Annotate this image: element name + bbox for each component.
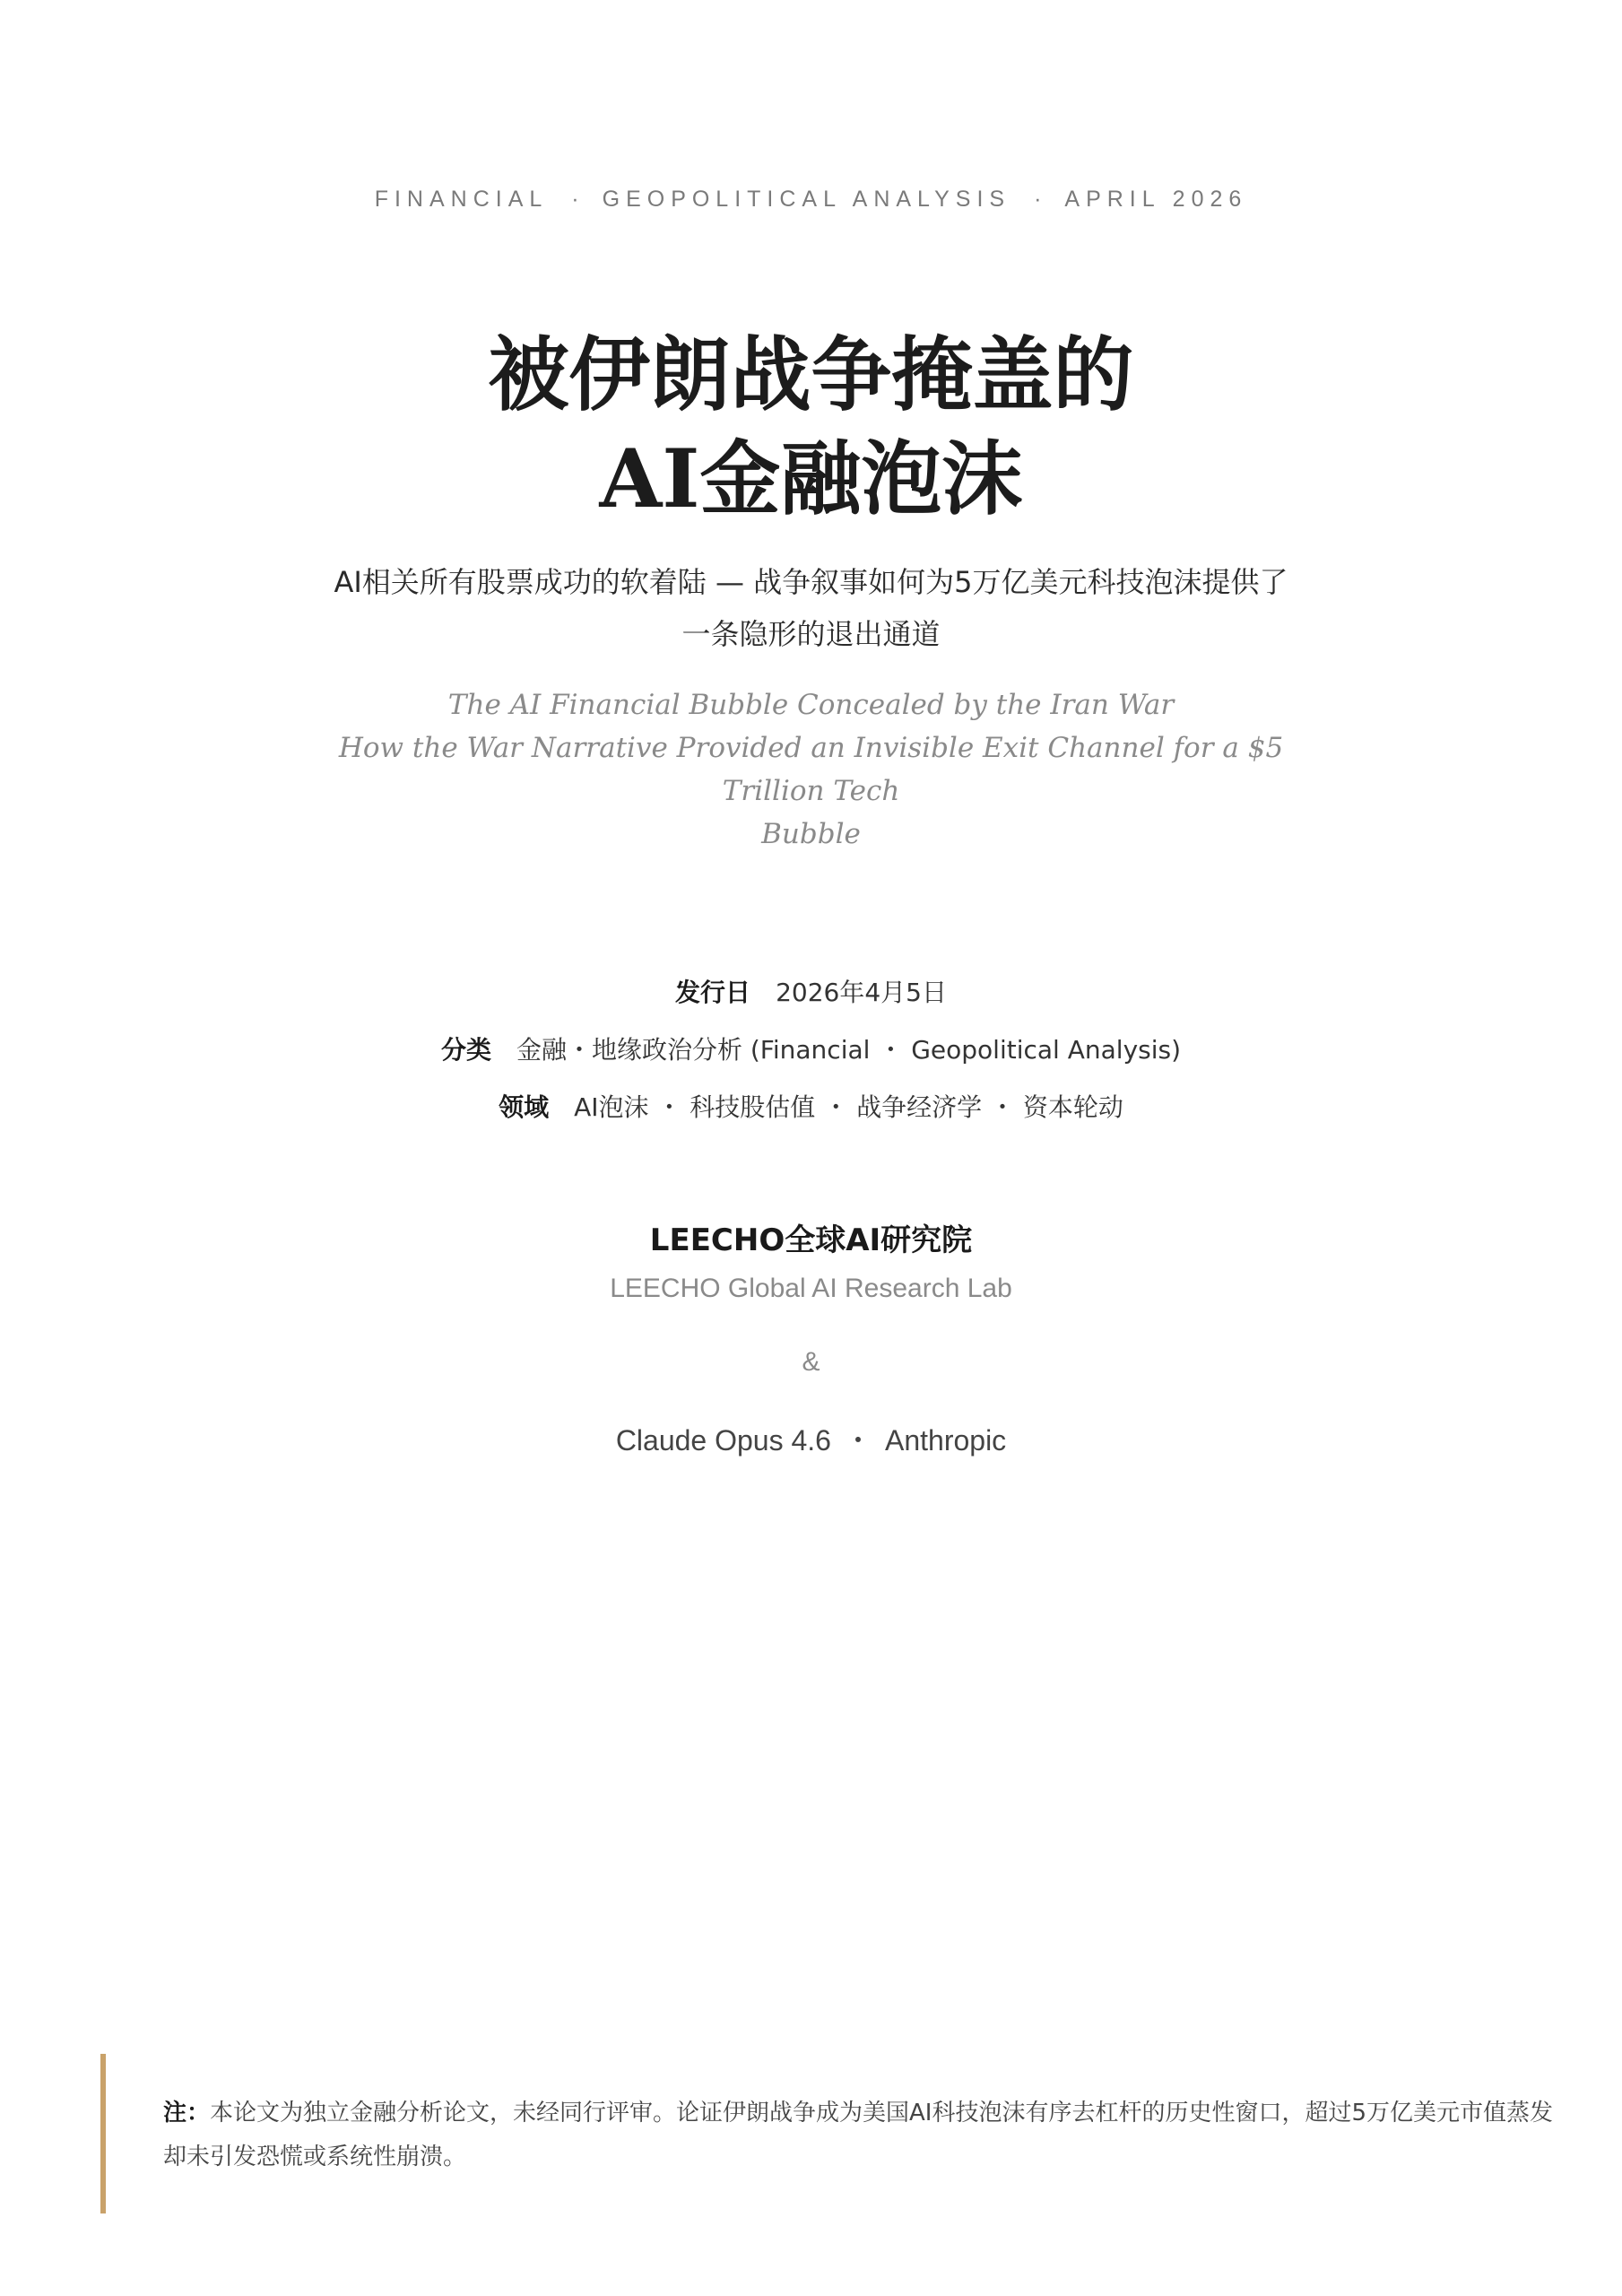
category-label: 分类 — [440, 1035, 491, 1065]
meta-category-row — [0, 1022, 1622, 1079]
note-body: 本论文为独立金融分析论文，未经同行评审。论证伊朗战争成为美国AI科技泡沫有序去杠杆的历史性窗口，超过5万亿美元市值蒸发却未引发恐慌或系统性崩溃。 — [163, 2100, 1554, 2170]
company-name: Anthropic — [884, 1424, 1007, 1457]
note-label: 注： — [163, 2100, 211, 2126]
publication-meta — [0, 964, 1622, 1136]
ampersand: & — [802, 1347, 820, 1377]
date-label: 发行日 — [675, 978, 751, 1007]
kicker-separator: · — [1034, 187, 1042, 212]
date-value: 2026年4月5日 — [776, 978, 947, 1007]
subtitle-chinese: AI相关所有股票成功的软着陆 — 战争叙事如何为5万亿美元科技泡沫提供了一条隐形的退出通道 — [334, 565, 1288, 651]
domain-label: 领域 — [499, 1092, 550, 1122]
authors-block — [0, 1215, 1622, 1463]
kicker-geopolitical: GEOPOLITICAL ANALYSIS — [602, 187, 1011, 212]
title-line-1: 被伊朗战争掩盖的 — [488, 327, 1134, 422]
subtitle-en-line-2: How the War Narrative Provided an Invisible Exit Channel for a $5 Trillion Tech — [338, 732, 1284, 807]
subtitle-en-line-1: The AI Financial Bubble Concealed by the Iran War — [447, 689, 1175, 721]
page-title — [0, 323, 1622, 531]
model-separator: ・ — [843, 1424, 872, 1457]
subtitle-english — [323, 683, 1299, 856]
meta-domain-row — [0, 1079, 1622, 1136]
org-name-english: LEECHO Global AI Research Lab — [610, 1274, 1012, 1303]
org-name-chinese: LEECHO全球AI研究院 — [649, 1222, 973, 1258]
kicker-date: APRIL 2026 — [1064, 187, 1248, 212]
model-name: Claude Opus 4.6 — [615, 1424, 831, 1457]
kicker-financial: FINANCIAL — [374, 187, 549, 212]
disclaimer-note — [100, 2054, 1554, 2213]
domain-value: AI泡沫 ・ 科技股估值 ・ 战争经济学 ・ 资本轮动 — [574, 1092, 1123, 1122]
kicker-separator: · — [571, 187, 579, 212]
meta-date-row — [0, 964, 1622, 1022]
header-kicker — [0, 187, 1622, 213]
model-credit — [0, 1418, 1622, 1463]
title-line-2: AI金融泡沫 — [599, 431, 1023, 526]
note-text — [163, 2092, 1562, 2179]
subtitle-en-line-3: Bubble — [761, 818, 861, 850]
category-value: 金融・地缘政治分析 (Financial ・ Geopolitical Analysis) — [516, 1035, 1182, 1065]
